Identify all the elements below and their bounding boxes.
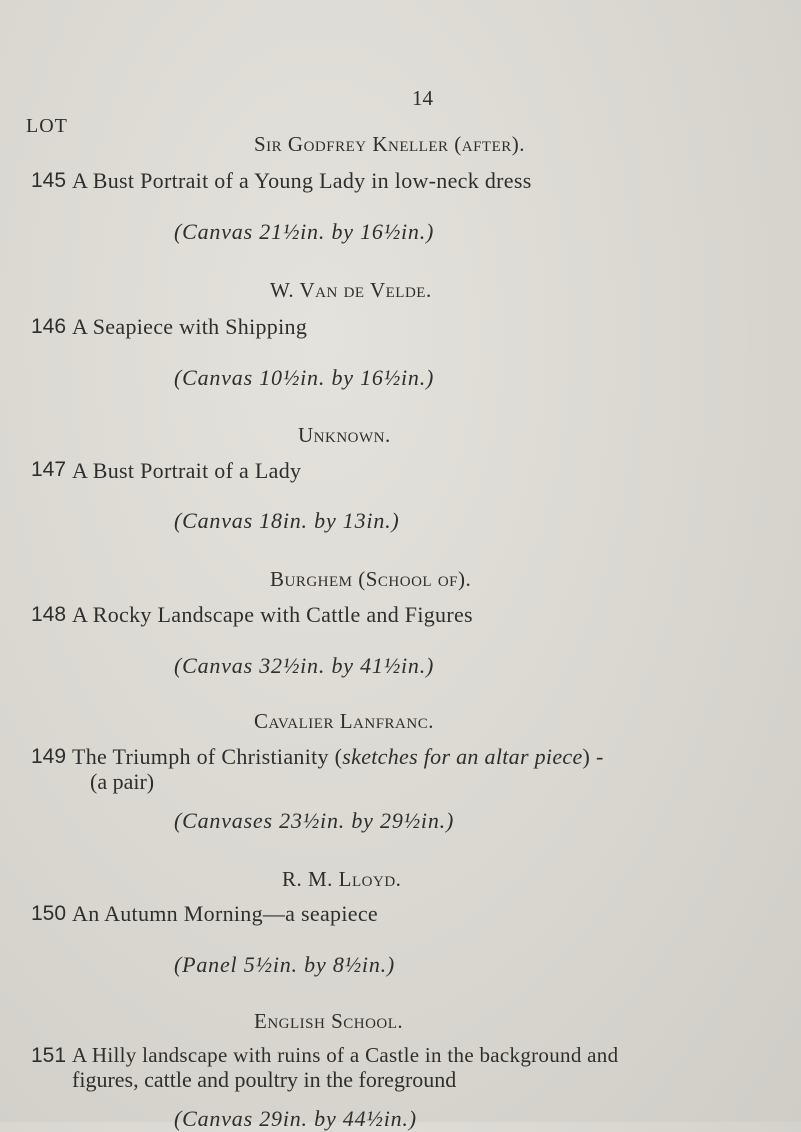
lot-title-part: ) - [582,744,604,769]
artist-name: English School. [254,1009,404,1033]
lot-dimensions: (Canvas 18in. by 13in.) [174,508,400,533]
lot-number: 151 [31,1044,67,1067]
artist-name: W. Van de Velde. [270,278,432,302]
lot-dimensions: (Canvas 29in. by 44½in.) [174,1106,417,1131]
lot-dimensions: (Canvas 21½in. by 16½in.) [174,219,435,244]
lot-dimensions: (Canvas 10½in. by 16½in.) [174,365,435,390]
page-number: 14 [412,86,433,110]
lot-title: An Autumn Morning—a seapiece [72,901,378,926]
artist-name: Sir Godfrey Kneller (after). [254,132,525,156]
artist-name: Cavalier Lanfranc. [254,709,434,733]
lot-dimensions: (Canvas 32½in. by 41½in.) [174,653,435,678]
lot-dimensions: (Canvases 23½in. by 29½in.) [174,808,455,833]
lot-column-header: LOT [26,115,68,137]
lot-title: A Seapiece with Shipping [72,314,308,339]
lot-title: A Hilly landscape with ruins of a Castle in the background and [72,1043,619,1067]
artist-name: Burghem (School of). [270,567,472,591]
lot-number: 150 [31,902,67,925]
lot-number: 145 [31,169,67,192]
lot-title: A Bust Portrait of a Young Lady in low-neck dress [72,168,532,193]
lot-title-part: The Triumph of Christianity ( [72,744,343,769]
lot-number: 147 [31,458,67,481]
lot-title-line2: (a pair) [90,769,155,794]
lot-dimensions: (Panel 5½in. by 8½in.) [174,952,396,977]
lot-number: 146 [31,315,67,338]
lot-number: 149 [31,745,67,768]
lot-title [72,744,604,770]
lot-number: 148 [31,603,67,626]
artist-name: Unknown. [298,423,391,447]
lot-title: A Bust Portrait of a Lady [72,458,302,483]
lot-title-italic: sketches for an altar piece [342,744,583,769]
artist-name: R. M. Lloyd. [282,867,402,891]
lot-title-line2: figures, cattle and poultry in the foreground [72,1067,457,1092]
lot-title: A Rocky Landscape with Cattle and Figures [72,602,473,627]
